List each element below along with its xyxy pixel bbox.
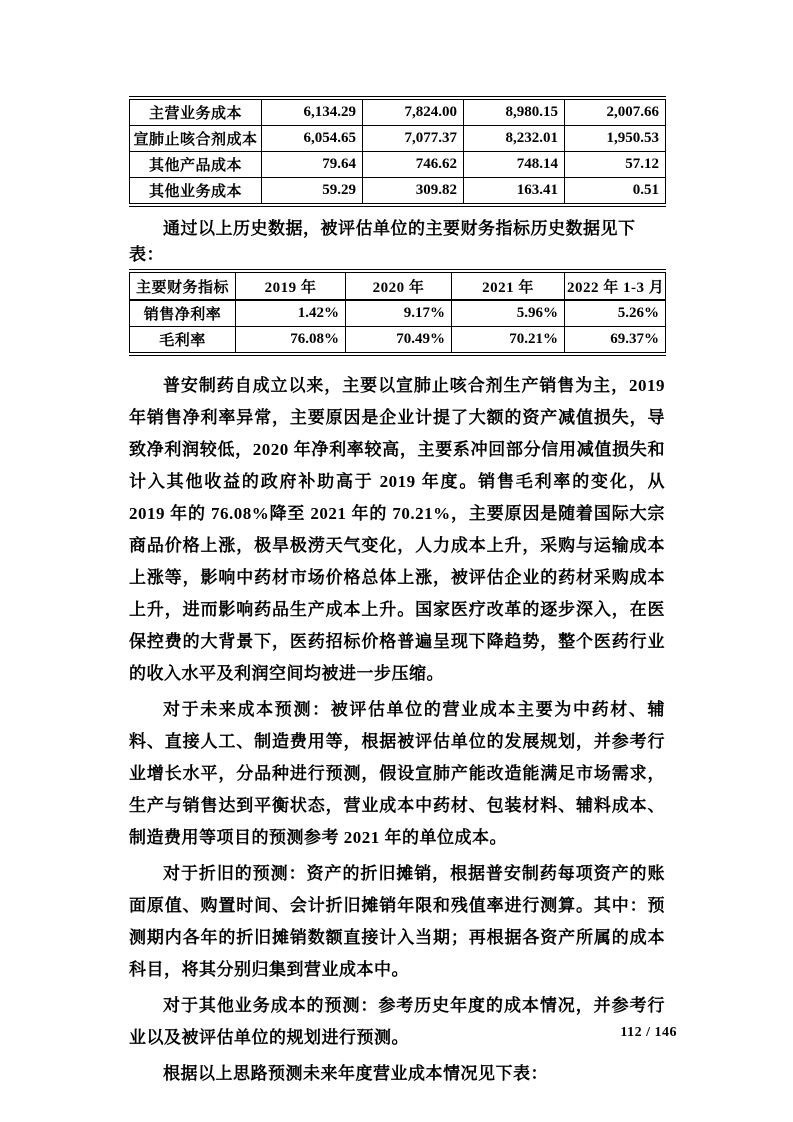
historical-cost-table (129, 96, 666, 207)
table-row (130, 152, 666, 178)
value-cell: 7,077.37 (363, 126, 464, 152)
value-cell: 6,054.65 (262, 126, 363, 152)
table-row (130, 300, 666, 327)
header-cell: 主要财务指标 (130, 271, 236, 300)
historical-cost-table-body (130, 98, 666, 205)
row-label-cell: 毛利率 (130, 327, 236, 355)
header-cell: 2021 年 (452, 271, 565, 300)
paragraph-history-analysis: 普安制药自成立以来，主要以宣肺止咳合剂生产销售为主，2019 年销售净利率异常，主要原因是企业计提了大额的资产减值损失，导致净利润较低，2020 年净利率较高，主要系冲回部分信用减值损失和计入其他收益的政府补助高于 2019 年度。销售毛利率的变化，从 2019 年的 76.08%降至 2021 年的 70.21%，主要原因是随着国际大宗商品价格上涨，极旱极涝天气变化，人力成本上升，采购与运输成本上涨等，影响中药材市场价格总体上涨，被评估企业的药材采购成本上升，进而影响药品生产成本上升。国家医疗改革的逐步深入，在医保控费的大背景下，医药招标价格普遍呈现下降趋势，整个医药行业的收入水平及利润空间均被进一步压缩。 (129, 376, 665, 683)
header-cell: 2020 年 (346, 271, 452, 300)
value-cell: 309.82 (363, 178, 464, 206)
table-row (130, 327, 666, 355)
value-cell: 76.08% (236, 327, 346, 355)
value-cell: 70.21% (452, 327, 565, 355)
page-number: 112 / 146 (620, 1025, 677, 1040)
table-row (130, 126, 666, 152)
value-cell: 2,007.66 (565, 98, 666, 126)
value-cell: 9.17% (346, 300, 452, 327)
value-cell: 746.62 (363, 152, 464, 178)
paragraph-other-business-cost-forecast: 对于其他业务成本的预测：参考历史年度的成本情况，并参考行业以及被评估单位的规划进行预测。 (129, 996, 665, 1047)
closing-lead-in-line: 根据以上思路预测未来年度营业成本情况见下表： (163, 1064, 548, 1083)
paragraph-depreciation-forecast: 对于折旧的预测：资产的折旧摊销，根据普安制药每项资产的账面原值、购置时间、会计折旧摊销年限和残值率进行测算。其中：预测期内各年的折旧摊销数额直接计入当期；再根据各资产所属的成本科目，将其分别归集到营业成本中。 (129, 864, 665, 979)
financial-indicators-table (129, 269, 666, 356)
value-cell: 163.41 (464, 178, 565, 206)
header-cell: 2022 年 1-3 月 (565, 271, 666, 300)
value-cell: 6,134.29 (262, 98, 363, 126)
value-cell: 5.26% (565, 300, 666, 327)
row-label-cell: 主营业务成本 (130, 98, 262, 126)
value-cell: 1.42% (236, 300, 346, 327)
value-cell: 57.12 (565, 152, 666, 178)
row-label-cell: 销售净利率 (130, 300, 236, 327)
row-label-cell: 宣肺止咳合剂成本 (130, 126, 262, 152)
value-cell: 79.64 (262, 152, 363, 178)
value-cell: 748.14 (464, 152, 565, 178)
table-row (130, 178, 666, 206)
header-cell: 2019 年 (236, 271, 346, 300)
row-label-cell: 其他业务成本 (130, 178, 262, 206)
value-cell: 8,232.01 (464, 126, 565, 152)
financial-indicators-header (130, 271, 666, 300)
value-cell: 70.49% (346, 327, 452, 355)
intro-text: 通过以上历史数据，被评估单位的主要财务指标历史数据见下表： (129, 219, 636, 264)
value-cell: 0.51 (565, 178, 666, 206)
value-cell: 5.96% (452, 300, 565, 327)
table-row (130, 98, 666, 126)
value-cell: 59.29 (262, 178, 363, 206)
value-cell: 69.37% (565, 327, 666, 355)
row-label-cell: 其他产品成本 (130, 152, 262, 178)
paragraph-future-cost-forecast: 对于未来成本预测：被评估单位的营业成本主要为中药材、辅料、直接人工、制造费用等，根据被评估单位的发展规划，并参考行业增长水平，分品种进行预测，假设宣肺产能改造能满足市场需求，生产与销售达到平衡状态，营业成本中药材、包装材料、辅料成本、制造费用等项目的预测参考 2021 年的单位成本。 (129, 700, 665, 847)
value-cell: 8,980.15 (464, 98, 565, 126)
value-cell: 7,824.00 (363, 98, 464, 126)
value-cell: 1,950.53 (565, 126, 666, 152)
page-content (129, 96, 665, 1090)
financial-indicators-body (130, 300, 666, 354)
header-row (130, 271, 666, 300)
